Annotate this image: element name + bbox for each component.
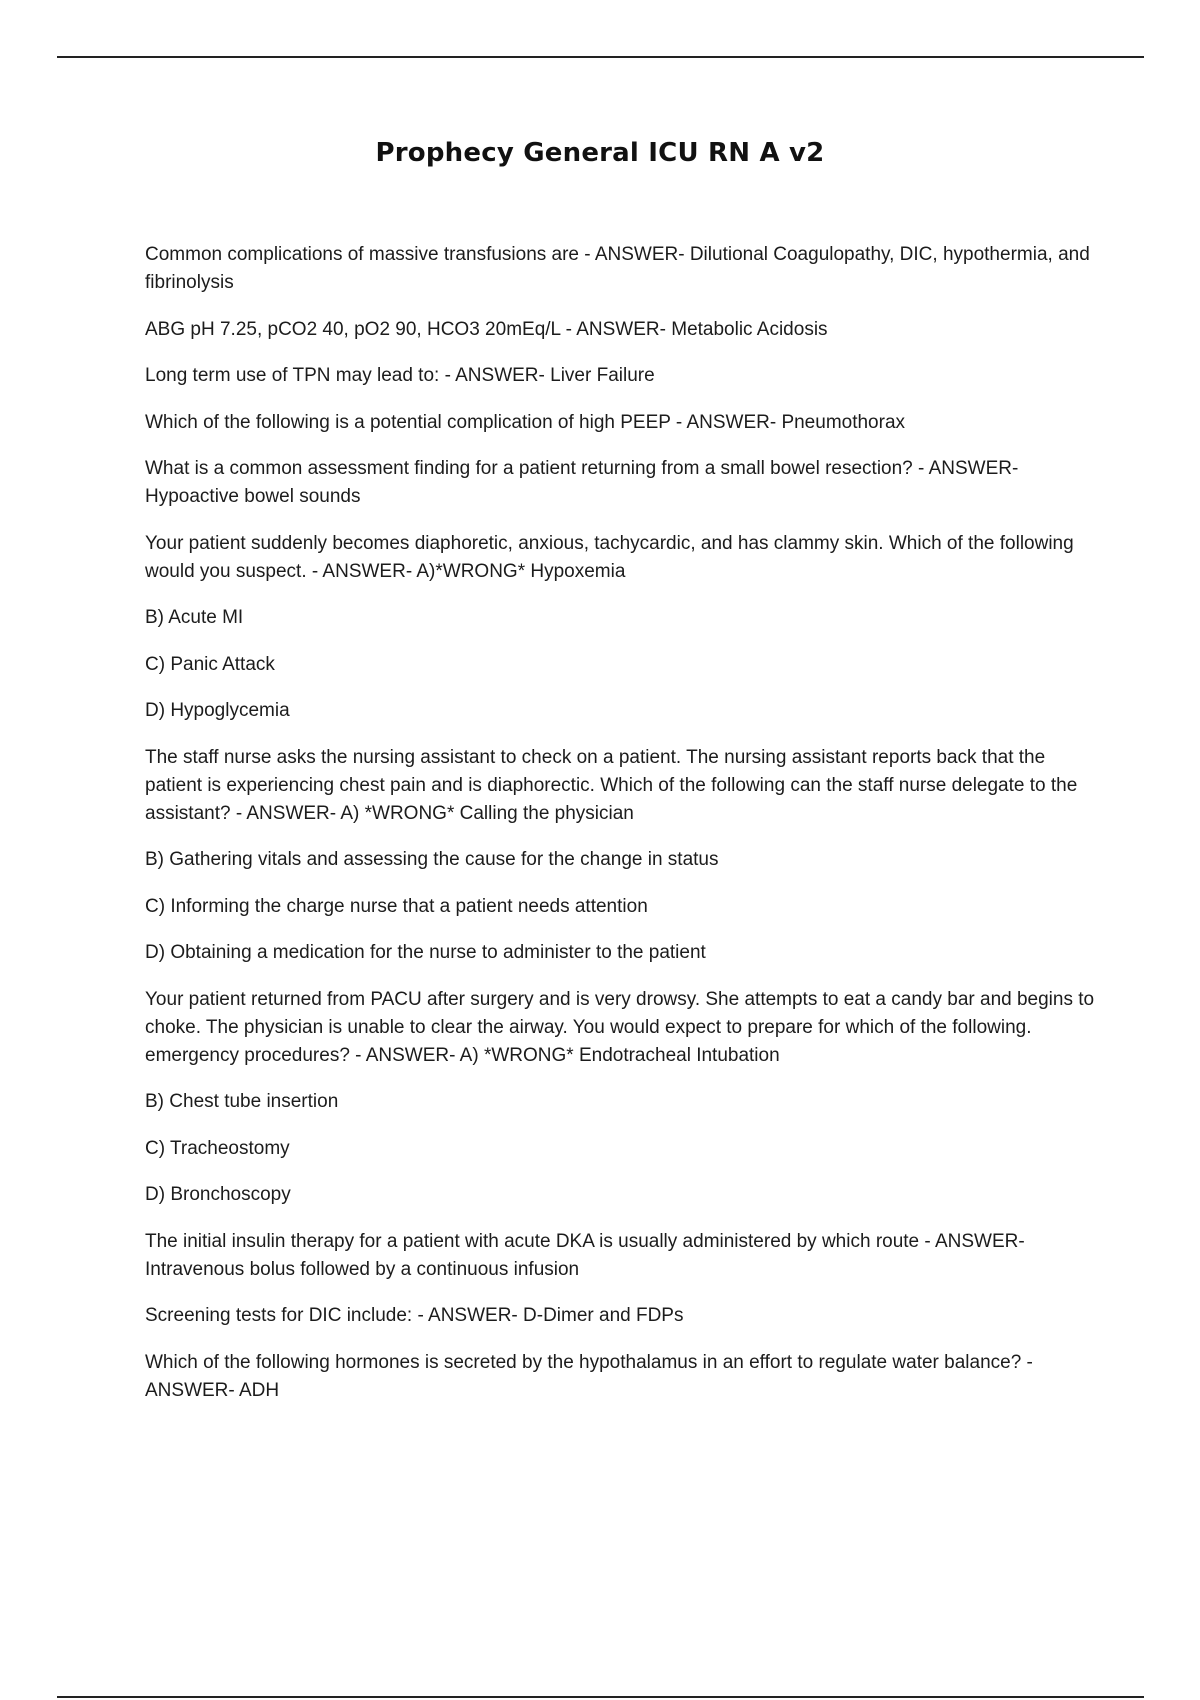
question-peep: Which of the following is a potential complication of high PEEP - ANSWER- Pneumothorax — [145, 411, 906, 433]
option-d: D) Bronchoscopy — [145, 1184, 291, 1205]
question-dka-insulin: The initial insulin therapy for a patient with acute DKA is usually administered by which route - ANSWER- Intravenous bolus followed by a continuous infusion — [145, 1230, 1025, 1280]
question-bowel-resection: What is a common assessment finding for a patient returning from a small bowel resection? - ANSWER- Hypoactive bowel sounds — [145, 458, 1019, 507]
option-c: C) Tracheostomy — [145, 1137, 290, 1159]
question-tpn: Long term use of TPN may lead to: - ANSWER- Liver Failure — [145, 365, 655, 386]
document-body — [145, 241, 1095, 1423]
document-title: Prophecy General ICU RN A v2 — [375, 138, 825, 168]
question-delegation: The staff nurse asks the nursing assistant to check on a patient. The nursing assistant reports back that the patient is experiencing chest pain and is diaphorectic. Which of the following can the staff nurse delegate to the assistant? - ANSWER- A) *WRONG* Calling the physician — [145, 746, 1078, 824]
option-d: D) Obtaining a medication for the nurse to administer to the patient — [145, 942, 706, 963]
question-diaphoretic-patient: Your patient suddenly becomes diaphoretic, anxious, tachycardic, and has clammy skin. Which of the following would you suspect. - ANSWER- A)*WRONG* Hypoxemia — [145, 532, 1074, 582]
question-hypothalamus-hormone: Which of the following hormones is secreted by the hypothalamus in an effort to regulate water balance? - ANSWER- ADH — [145, 1351, 1033, 1401]
question-transfusion-complications: Common complications of massive transfusions are - ANSWER- Dilutional Coagulopathy, DIC, hypothermia, and fibrinolysis — [145, 244, 1090, 293]
option-d: D) Hypoglycemia — [145, 700, 290, 721]
question-airway-emergency: Your patient returned from PACU after surgery and is very drowsy. She attempts to eat a candy bar and begins to choke. The physician is unable to clear the airway. You would expect to prepare for which of the following. emergency procedures? - ANSWER- A) *WRONG* Endotracheal Intubation — [145, 988, 1095, 1066]
option-c: C) Panic Attack — [145, 653, 275, 675]
option-c: C) Informing the charge nurse that a patient needs attention — [145, 895, 648, 917]
header-rule — [57, 56, 1144, 58]
option-b: B) Chest tube insertion — [145, 1091, 339, 1112]
option-b: B) Acute MI — [145, 607, 244, 628]
footer-rule — [57, 1696, 1144, 1698]
question-abg: ABG pH 7.25, pCO2 40, pO2 90, HCO3 20mEq/L - ANSWER- Metabolic Acidosis — [145, 318, 828, 340]
question-dic-screening: Screening tests for DIC include: - ANSWER- D-Dimer and FDPs — [145, 1305, 684, 1326]
option-b: B) Gathering vitals and assessing the cause for the change in status — [145, 849, 719, 870]
